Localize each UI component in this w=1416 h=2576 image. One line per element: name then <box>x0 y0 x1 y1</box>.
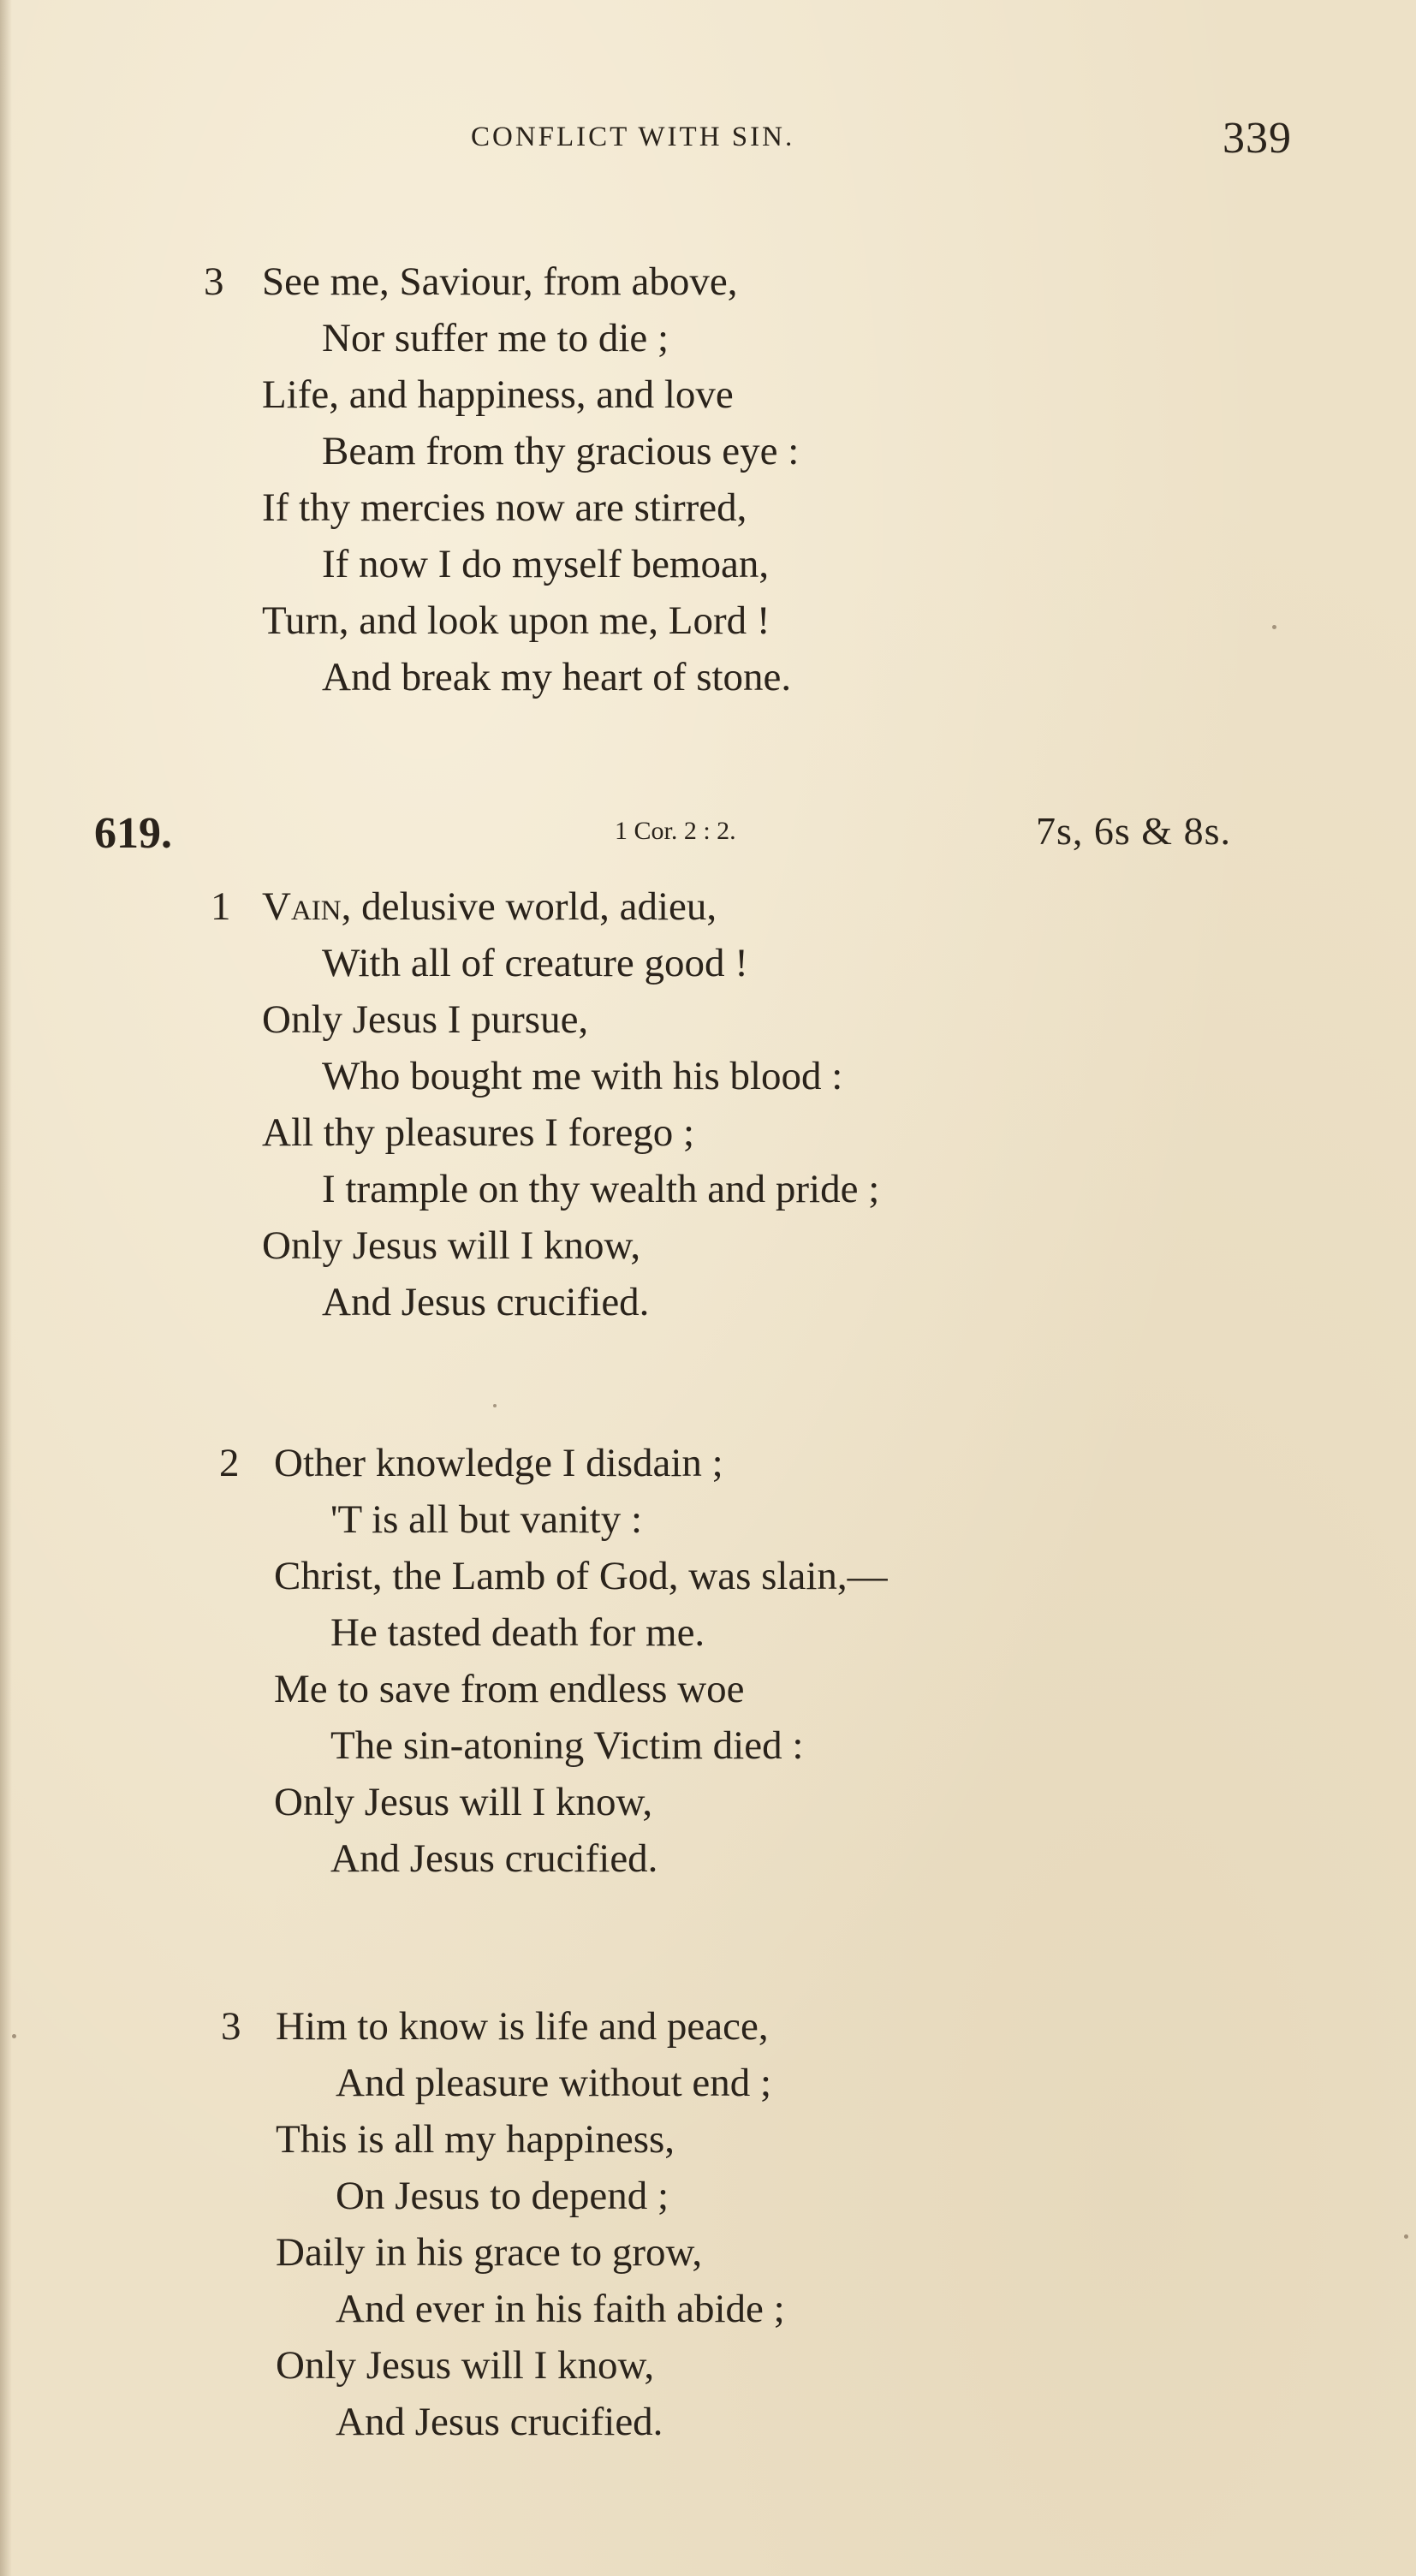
verse-line: Only Jesus will I know, <box>274 1780 653 1824</box>
verse-line: All thy pleasures I forego ; <box>262 1110 695 1155</box>
verse-line: He tasted death for me. <box>330 1610 705 1655</box>
verse-line: And break my heart of stone. <box>322 655 792 699</box>
verse-number: 1 <box>211 884 231 929</box>
verse-line: With all of creature good ! <box>322 941 748 985</box>
verse-line: Me to save from endless woe <box>274 1667 745 1711</box>
paper-speck <box>493 1404 497 1407</box>
verse-line: Nor suffer me to die ; <box>322 316 669 360</box>
verse-line: See me, Saviour, from above, <box>262 259 738 304</box>
hymn-number: 619. <box>94 809 172 858</box>
verse-line: Christ, the Lamb of God, was slain,— <box>274 1554 888 1598</box>
verse-line: Who bought me with his blood : <box>322 1054 843 1098</box>
verse-line: Only Jesus I pursue, <box>262 997 589 1042</box>
page-number: 339 <box>1223 114 1292 163</box>
verse-line: Life, and happiness, and love <box>262 372 734 417</box>
opening-line-rest: , delusive world, adieu, <box>341 884 717 929</box>
verse-line: If thy mercies now are stirred, <box>262 485 747 530</box>
paper-speck <box>12 2034 16 2038</box>
verse-line: The sin-atoning Victim died : <box>330 1723 804 1768</box>
paper-speck <box>1272 625 1276 629</box>
paper-speck <box>1404 2234 1408 2239</box>
verse-number: 3 <box>221 2004 241 2049</box>
verse-line: Beam from thy gracious eye : <box>322 429 800 473</box>
opening-word: Vain <box>262 884 342 929</box>
verse-line: And ever in his faith abide ; <box>336 2287 785 2331</box>
running-head: CONFLICT WITH SIN. <box>471 122 795 152</box>
verse-line: This is all my happiness, <box>276 2117 675 2162</box>
verse-line-first <box>262 878 717 935</box>
verse-line: And Jesus crucified. <box>322 1280 650 1324</box>
verse-line: And Jesus crucified. <box>330 1836 658 1881</box>
verse-line: Daily in his grace to grow, <box>276 2230 703 2275</box>
hymn-meter: 7s, 6s & 8s. <box>1036 809 1231 853</box>
verse-line: Only Jesus will I know, <box>276 2343 655 2388</box>
verse-line: 'T is all but vanity : <box>330 1497 642 1542</box>
verse-line: And pleasure without end ; <box>336 2061 772 2105</box>
verse-line: I trample on thy wealth and pride ; <box>322 1167 880 1211</box>
scripture-reference: 1 Cor. 2 : 2. <box>615 817 736 845</box>
verse-line: Turn, and look upon me, Lord ! <box>262 598 770 643</box>
verse-line: If now I do myself bemoan, <box>322 542 770 586</box>
verse-line: Him to know is life and peace, <box>276 2004 769 2049</box>
verse-line: On Jesus to depend ; <box>336 2174 669 2218</box>
verse-line: And Jesus crucified. <box>336 2400 663 2444</box>
verse-number: 2 <box>219 1441 240 1485</box>
verse-line: Only Jesus will I know, <box>262 1223 641 1268</box>
verse-line: Other knowledge I disdain ; <box>274 1441 723 1485</box>
gutter-shadow <box>0 0 12 2576</box>
verse-number: 3 <box>204 259 224 304</box>
